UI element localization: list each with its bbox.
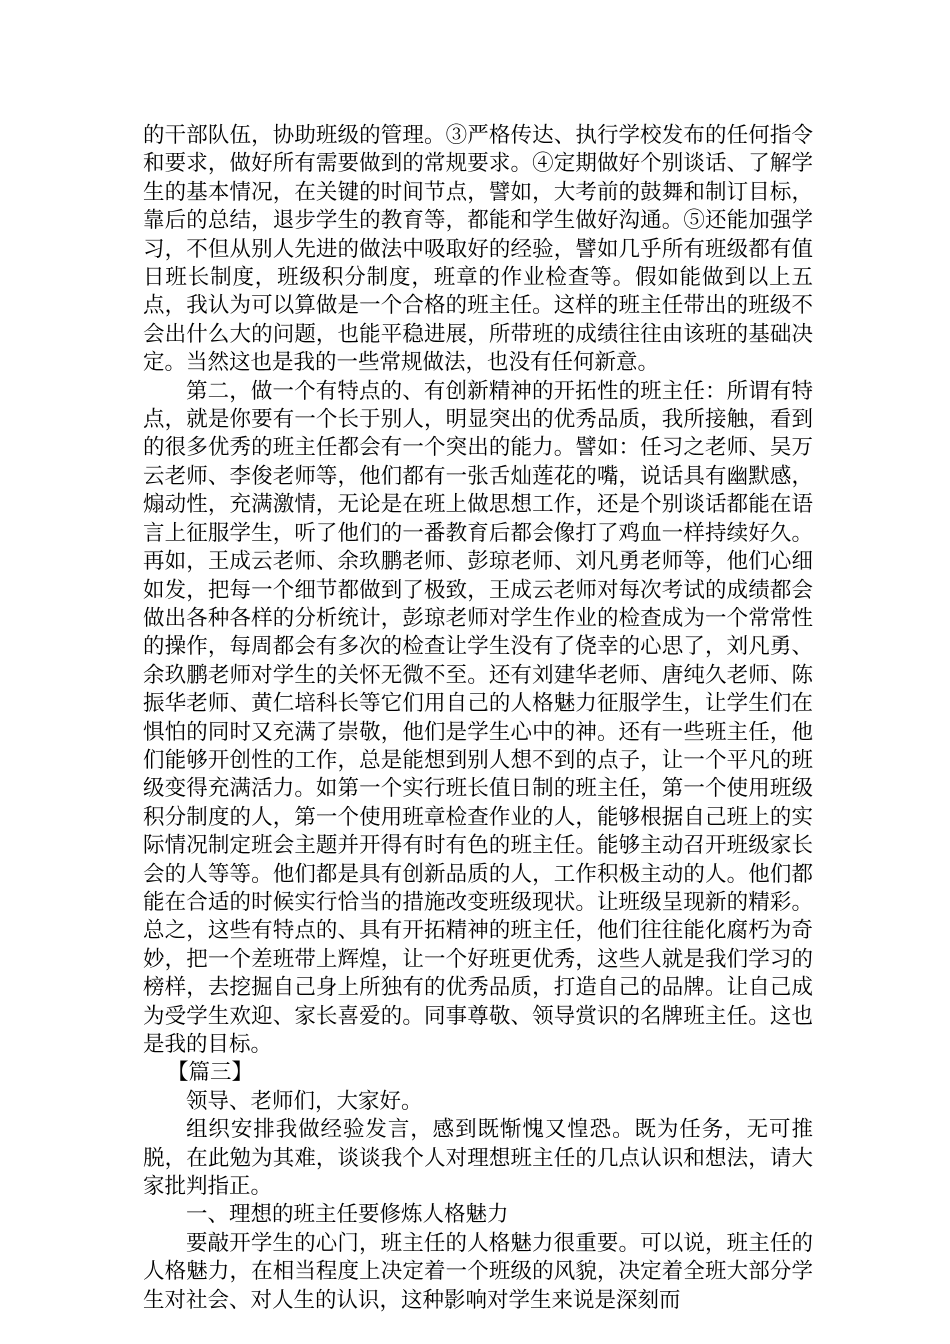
paragraph-personal-charm: 要敲开学生的心门，班主任的人格魅力很重要。可以说，班主任的人格魅力，在相当程度上决定着一个班级的风貌，决定着全班大部分学生对社会、对人生的认识，这种影响对学生来说是深刻而: [143, 1230, 813, 1313]
subheading-personal-charm: 一、理想的班主任要修炼人格魅力: [186, 1202, 509, 1228]
section-heading-part-three: 【篇三】: [167, 1060, 254, 1086]
document-page: [143, 122, 813, 1315]
paragraph-introduction: 组织安排我做经验发言，感到既惭愧又惶恐。既为任务，无可推脱，在此勉为其难，谈谈我个人对理想班主任的几点认识和想法，请大家批判指正。: [143, 1117, 813, 1200]
paragraph-greeting: 领导、老师们，大家好。: [186, 1088, 423, 1114]
paragraph-continuation: 的干部队伍，协助班级的管理。③严格传达、执行学校发布的任何指令和要求，做好所有需要做到的常规要求。④定期做好个别谈话、了解学生的基本情况，在关键的时间节点，譬如，大考前的鼓舞和制订目标，靠后的总结，退步学生的教育等，都能和学生做好沟通。⑤还能加强学习，不但从别人先进的做法中吸取好的经验，譬如几乎所有班级都有值日班长制度，班级积分制度，班章的作业检查等。假如能做到以上五点，我认为可以算做是一个合格的班主任。这样的班主任带出的班级不会出什么大的问题，也能平稳进展，所带班的成绩往往由该班的基础决定。当然这也是我的一些常规做法，也没有任何新意。: [143, 123, 813, 376]
paragraph-second-point: 第二，做一个有特点的、有创新精神的开拓性的班主任：所谓有特点，就是你要有一个长于别人，明显突出的优秀品质，我所接触，看到的很多优秀的班主任都会有一个突出的能力。譬如：任习之老师、吴万云老师、李俊老师等，他们都有一张舌灿莲花的嘴，说话具有幽默感，煽动性，充满激情，无论是在班上做思想工作，还是个别谈话都能在语言上征服学生，听了他们的一番教育后都会像打了鸡血一样持续好久。再如，王成云老师、余玖鹏老师、彭琼老师、刘凡勇老师等，他们心细如发，把每一个细节都做到了极致，王成云老师对每次考试的成绩都会做出各种各样的分析统计，彭琼老师对学生作业的检查成为一个常常性的操作，每周都会有多次的检查让学生没有了侥幸的心思了，刘凡勇、余玖鹏老师对学生的关怀无微不至。还有刘建华老师、唐纯久老师、陈振华老师、黄仁培科长等它们用自己的人格魅力征服学生，让学生们在惧怕的同时又充满了崇敬，他们是学生心中的神。还有一些班主任，他们能够开创性的工作，总是能想到别人想不到的点子，让一个平凡的班级变得充满活力。如第一个实行班长值日制的班主任，第一个使用班级积分制度的人，第一个使用班章检查作业的人，能够根据自己班上的实际情况制定班会主题并开得有时有色的班主任。能够主动召开班级家长会的人等等。他们都是具有创新品质的人，工作积极主动的人。他们都能在合适的时候实行恰当的措施改变班级现状。让班级呈现新的精彩。总之，这些有特点的、具有开拓精神的班主任，他们往往能化腐朽为奇妙，把一个差班带上辉煌，让一个好班更优秀，这些人就是我们学习的榜样，去挖掘自己身上所独有的优秀品质，打造自己的品牌。让自己成为受学生欢迎、家长喜爱的。同事尊敬、领导赏识的名牌班主任。这也是我的目标。: [143, 378, 813, 1057]
